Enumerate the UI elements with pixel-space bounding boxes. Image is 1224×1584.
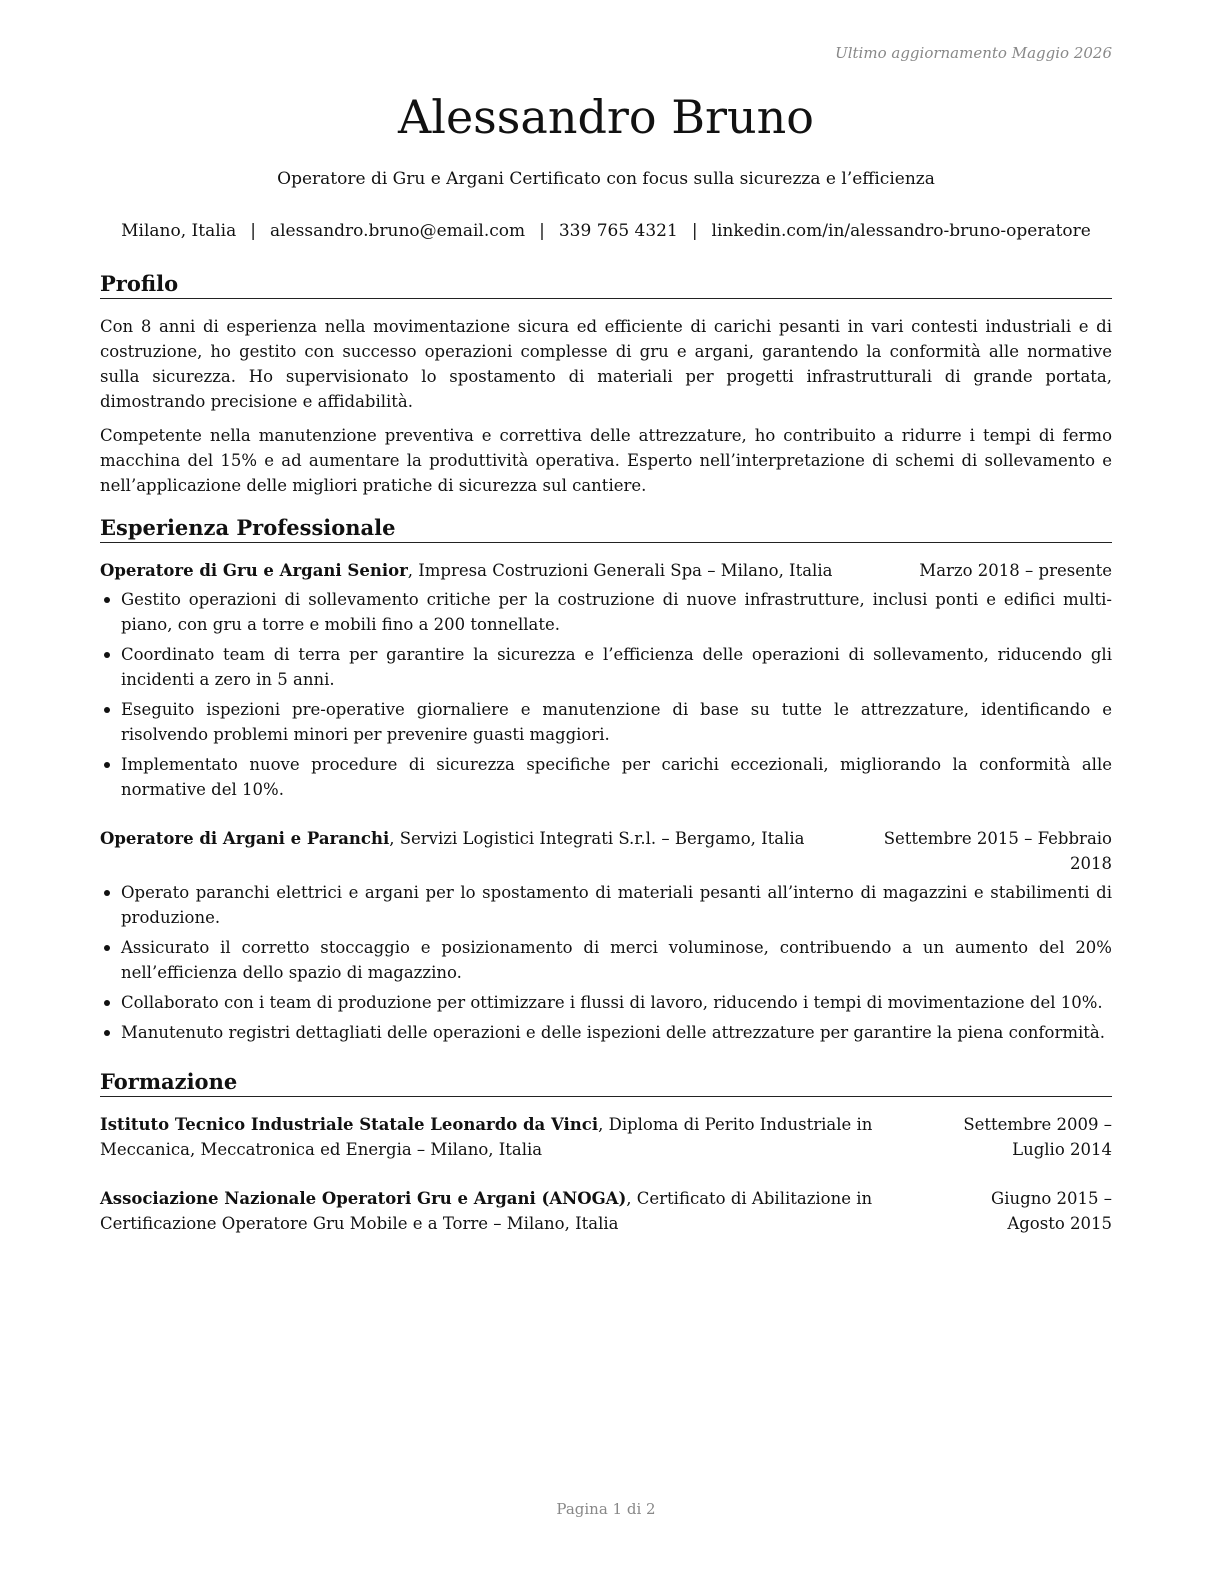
contact-phone: 339 765 4321 xyxy=(558,221,678,241)
candidate-name: Alessandro Bruno xyxy=(398,90,814,144)
section-title-experience: Esperienza Professionale xyxy=(100,514,1112,543)
job-company: , Servizi Logistici Integrati S.r.l. – Bergamo, Italia xyxy=(389,829,805,848)
job-role: Operatore di Argani e Paranchi xyxy=(100,829,390,848)
job-role: Operatore di Gru e Argani Senior xyxy=(100,561,408,580)
contact-separator: | xyxy=(691,221,698,241)
contact-location: Milano, Italia xyxy=(121,221,237,241)
contact-email[interactable]: alessandro.bruno@email.com xyxy=(269,221,526,241)
profile-paragraph: Con 8 anni di esperienza nella movimentazione sicura ed efficiente di carichi pesanti in vari contesti industriali e di costruzione, ho gestito con successo operazioni complesse di gru e argani, garantendo la conformità alle normative sulla sicurezza. Ho supervisionato lo spostamento di materiali per progetti infrastrutturali di grande portata, dimostrando precisione e affidabilità. xyxy=(100,317,1112,411)
list-item: Manutenuto registri dettagliati delle operazioni e delle ispezioni delle attrezzature per garantire la piena conformità. xyxy=(100,1020,1112,1045)
list-item: Collaborato con i team di produzione per ottimizzare i flussi di lavoro, riducendo i tempi di movimentazione del 10%. xyxy=(100,990,1112,1015)
education-dates: Settembre 2009 – Luglio 2014 xyxy=(963,1115,1112,1159)
job-dates: Marzo 2018 – presente xyxy=(919,561,1112,580)
job-bullets xyxy=(100,880,1112,1050)
education-dates: Giugno 2015 – Agosto 2015 xyxy=(991,1189,1112,1233)
job-dates: Settembre 2015 – Febbraio 2018 xyxy=(883,829,1112,873)
contact-separator: | xyxy=(539,221,545,241)
tagline: Operatore di Gru e Argani Certificato con focus sulla sicurezza e l’efficienza xyxy=(277,169,935,189)
section-title-education: Formazione xyxy=(100,1068,1112,1097)
list-item: Operato paranchi elettrici e argani per lo spostamento di materiali pesanti all’interno di magazzini e stabilimenti di produzione. xyxy=(100,880,1112,930)
list-item: Implementato nuove procedure di sicurezza specifiche per carichi eccezionali, migliorando la conformità alle normative del 10%. xyxy=(100,752,1112,802)
list-item: Gestito operazioni di sollevamento critiche per la costruzione di nuove infrastrutture, inclusi ponti e edifici multi-piano, con gru a torre e mobili fino a 200 tonnellate. xyxy=(100,587,1112,637)
education-detail: , Certificato di Abilitazione in Certificazione Operatore Gru Mobile e a Torre – Milano, Italia xyxy=(100,1189,873,1233)
resume-page xyxy=(100,0,1112,1584)
education-detail: , Diploma di Perito Industriale in Meccanica, Meccatronica ed Energia – Milano, Italia xyxy=(100,1115,873,1159)
list-item: Coordinato team di terra per garantire la sicurezza e l’efficienza delle operazioni di sollevamento, riducendo gli incidenti a zero in 5 anni. xyxy=(100,642,1112,692)
list-item: Assicurato il corretto stoccaggio e posizionamento di merci voluminose, contribuendo a un aumento del 20% nell’efficienza dello spazio di magazzino. xyxy=(100,935,1112,985)
education-institution: Istituto Tecnico Industriale Statale Leonardo da Vinci xyxy=(100,1115,599,1134)
section-title-profile: Profilo xyxy=(100,270,1112,299)
profile-paragraph: Competente nella manutenzione preventiva e correttiva delle attrezzature, ho contribuito a ridurre i tempi di fermo macchina del 15% e ad aumentare la produttività operativa. Esperto nell’interpretazione di schemi di sollevamento e nell’applicazione delle migliori pratiche di sicurezza sul cantiere. xyxy=(100,426,1112,495)
last-updated: Ultimo aggiornamento Maggio 2026 xyxy=(835,44,1112,62)
education-institution: Associazione Nazionale Operatori Gru e Argani (ANOGA) xyxy=(100,1189,627,1208)
contact-separator: | xyxy=(250,221,256,241)
contact-line xyxy=(90,219,1122,243)
contact-linkedin[interactable]: linkedin.com/in/alessandro-bruno-operatore xyxy=(711,221,1091,241)
list-item: Eseguito ispezioni pre-operative giornaliere e manutenzione di base su tutte le attrezzature, identificando e risolvendo problemi minori per prevenire guasti maggiori. xyxy=(100,697,1112,747)
job-company: , Impresa Costruzioni Generali Spa – Milano, Italia xyxy=(407,561,833,580)
job-bullets xyxy=(100,587,1112,807)
page-number: Pagina 1 di 2 xyxy=(556,1500,656,1518)
